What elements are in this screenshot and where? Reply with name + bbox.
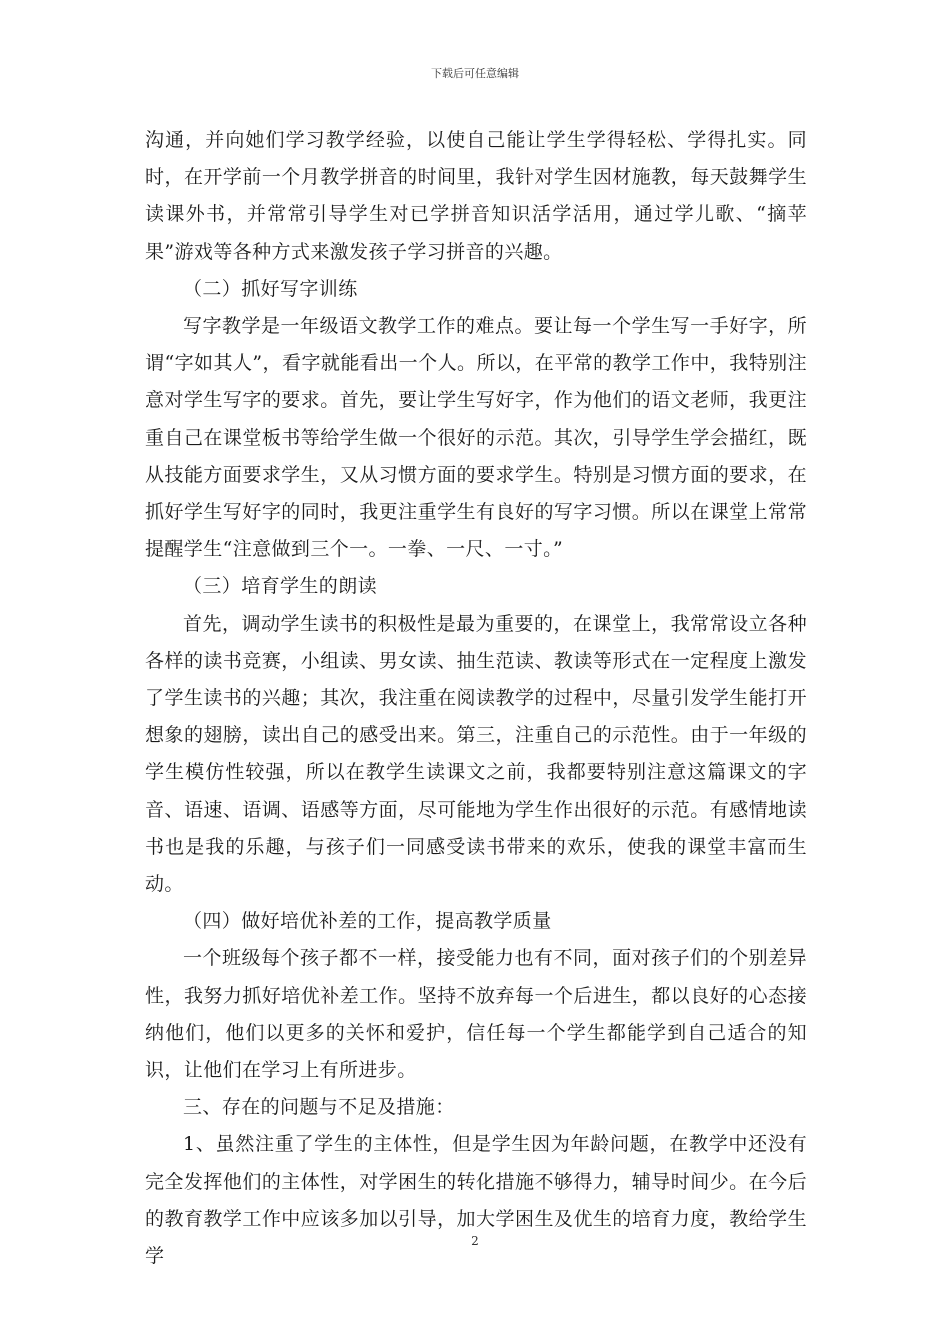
section-heading-reading: （三）培育学生的朗读 [183,575,378,598]
paragraph-tutoring: 一个班级每个孩子都不一样，接受能力也有不同，面对孩子们的个别差异性，我努力抓好培优补差工作。坚持不放弃每一个后进生，都以良好的心态接纳他们，他们以更多的关怀和爱护，信任每一个学生都能学到自己适合的知识，让他们在学习上有所进步。 [145,947,807,1082]
paragraph-writing: 写字教学是一年级语文教学工作的难点。要让每一个学生写一手好字，所谓“字如其人”，看字就能看出一个人。所以，在平常的教学工作中，我特别注意对学生写字的要求。首先，要让学生写好字，作为他们的语文老师，我更注重自己在课堂板书等给学生做一个很好的示范。其次，引导学生学会描红，既从技能方面要求学生，又从习惯方面的要求学生。特别是习惯方面的要求，在抓好学生写好字的同时，我更注重学生有良好的写字习惯。所以在课堂上常常提醒学生“注意做到三个一。一拳、一尺、一寸。” [145,315,807,561]
paragraph-reading: 首先，调动学生读书的积极性是最为重要的，在课堂上，我常常设立各种各样的读书竞赛，小组读、男女读、抽生范读、教读等形式在一定程度上激发了学生读书的兴趣；其次，我注重在阅读教学的过程中，尽量引发学生能打开想象的翅膀，读出自己的感受出来。第三，注重自己的示范性。由于一年级的学生模仿性较强，所以在教学生读课文之前，我都要特别注意这篇课文的字音、语速、语调、语感等方面，尽可能地为学生作出很好的示范。有感情地读书也是我的乐趣，与孩子们一同感受读书带来的欢乐，使我的课堂丰富而生动。 [145,612,807,896]
paragraph-continuation: 沟通，并向她们学习教学经验，以使自己能让学生学得轻松、学得扎实。同时，在开学前一个月教学拼音的时间里，我针对学生因材施教，每天鼓舞学生读课外书，并常常引导学生对已学拼音知识活学活用，通过学儿歌、“摘苹果”游戏等各种方式来激发孩子学习拼音的兴趣。 [145,129,807,263]
paragraph-problem-1: 1、虽然注重了学生的主体性，但是学生因为年龄问题，在教学中还没有完全发挥他们的主体性，对学困生的转化措施不够得力，辅导时间少。在今后的教育教学工作中应该多加以引导，加大学困生及优生的培育力度，教给学生学 [145,1133,807,1268]
page-number: 2 [471,1234,479,1248]
section-heading-problems: 三、存在的问题与不足及措施： [183,1096,455,1119]
section-heading-tutoring: （四）做好培优补差的工作，提高教学质量 [183,910,552,933]
page-header: 下载后可任意编辑 [431,67,519,80]
section-heading-writing: （二）抓好写字训练 [183,277,358,300]
document-body [145,122,807,1275]
